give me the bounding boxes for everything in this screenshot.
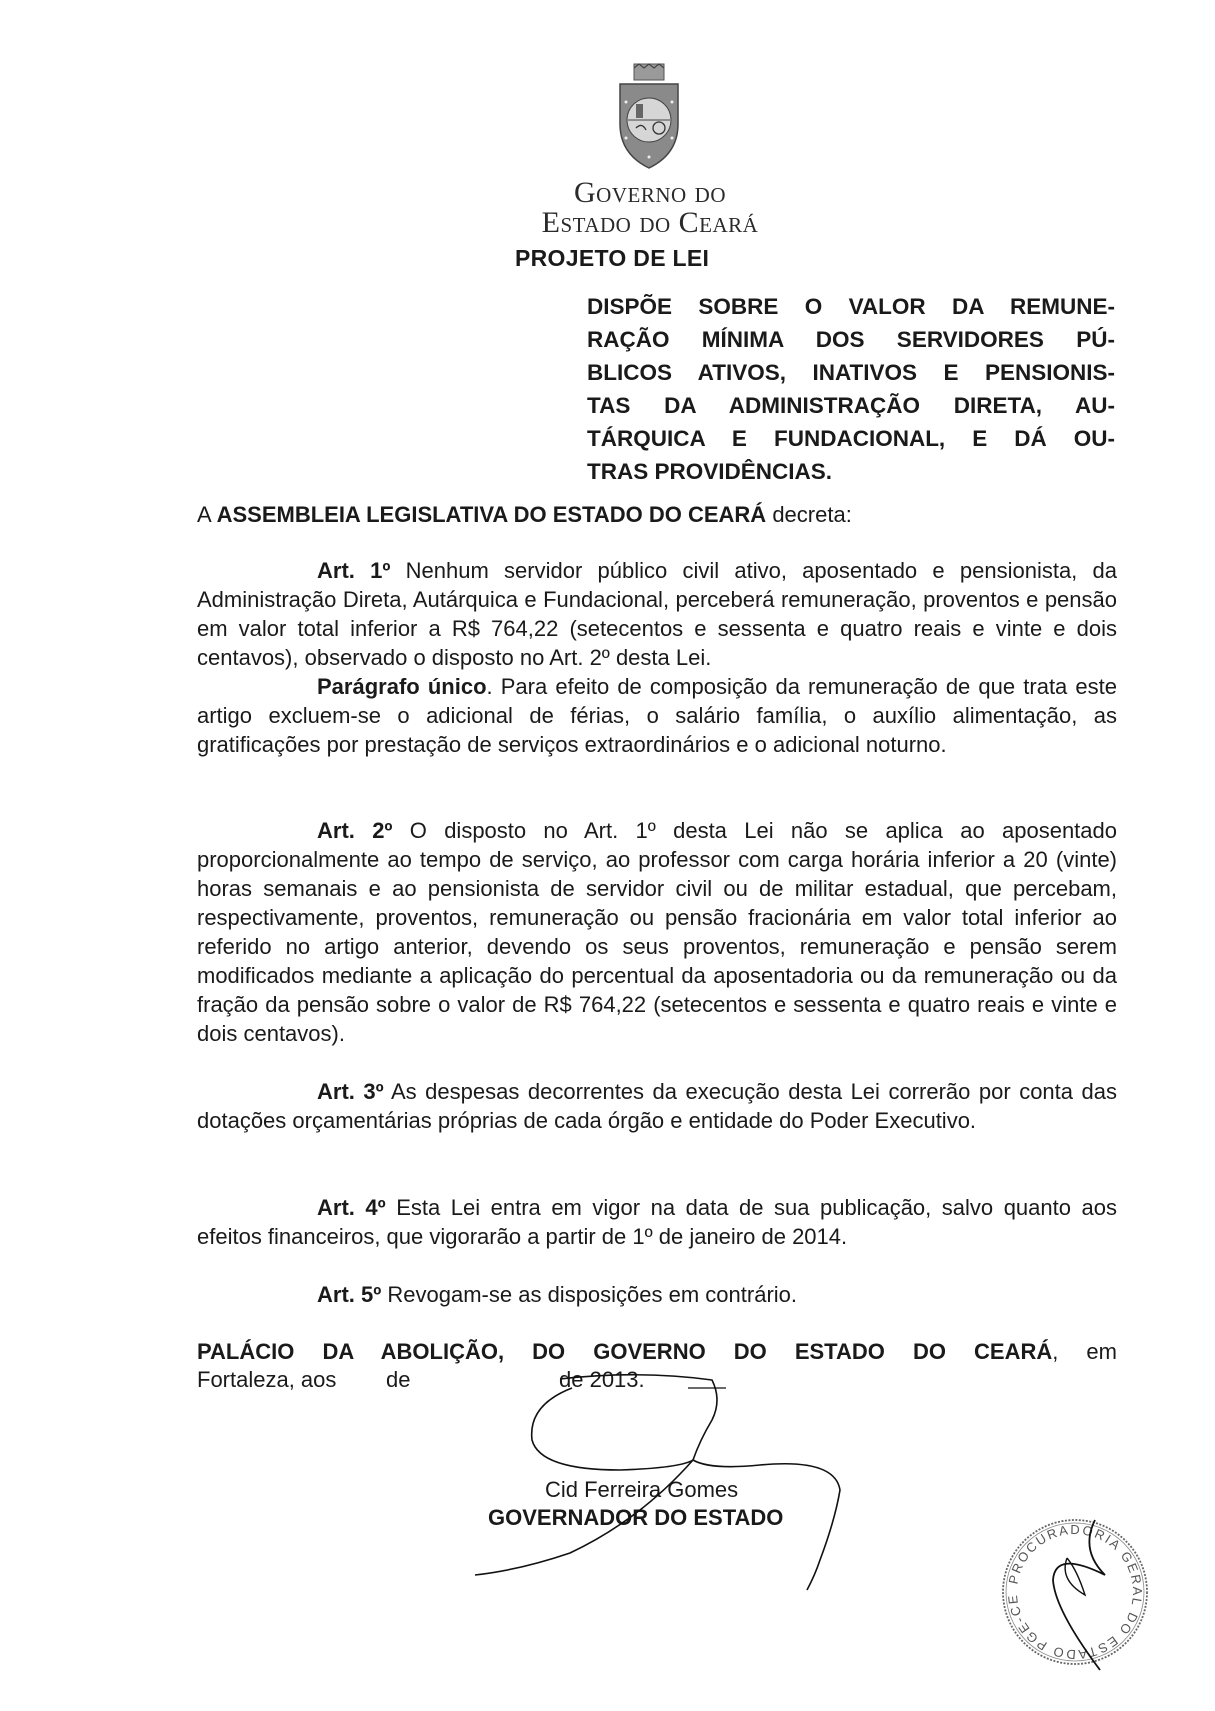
closing-palace: PALÁCIO DA ABOLIÇÃO, DO GOVERNO DO ESTADO DO CEARÁ [197,1339,1053,1364]
ementa-line: BLICOS ATIVOS, INATIVOS E PENSIONIS- [587,360,1115,385]
article-text: Nenhum servidor público civil ativo, aposentado e pensionista, da Administração Direta, Autárquica e Fundacional, perceberá remuneração, proventos e pensão em valor total inferior a R$ 764,22 (setecentos e sessenta e quatro reais e vinte e dois centavos), observado o disposto no Art. 2º desta Lei. [197,558,1117,670]
article-label: Art. 5º [317,1282,382,1307]
procuradoria-stamp-icon [985,1500,1165,1680]
government-name-line1: Governo do [574,176,726,209]
document-type: PROJETO DE LEI [515,245,710,271]
article-label: Art. 1º [317,558,391,583]
article-text: O disposto no Art. 1º desta Lei não se aplica ao aposentado proporcionalmente ao tempo de serviço, ao professor com carga horária inferior a 20 (vinte) horas semanais e ao pensionista de servidor civil ou de militar estadual, que percebam, respectivamente, proventos, remuneração ou pensão fracionária em valor total inferior ao referido no artigo anterior, devendo os seus proventos, remuneração e pensão serem modificados mediante a aplicação do percentual da aposentadoria ou da remuneração ou da fração da pensão sobre o valor de R$ 764,22 (setecentos e sessenta e quatro reais e vinte e dois centavos). [197,818,1117,1046]
article-text: Esta Lei entra em vigor na data de sua publicação, salvo quanto aos efeitos financeiros, que vigorarão a partir de 1º de janeiro de 2014. [197,1195,1117,1249]
ementa-line: TÁRQUICA E FUNDACIONAL, E DÁ OU- [587,426,1115,451]
preamble: A ASSEMBLEIA LEGISLATIVA DO ESTADO DO CEARÁ decreta: [197,502,852,527]
article-label: Art. 3º [317,1079,384,1104]
paragraph-text: . Para efeito de composição da remuneração de que trata este artigo excluem-se o adicional de férias, o salário família, o auxílio alimentação, as gratificações por prestação de serviços extraordinários e o adicional noturno. [197,674,1118,757]
ementa-line: TRAS PROVIDÊNCIAS. [587,459,833,484]
ementa-line: RAÇÃO MÍNIMA DOS SERVIDORES PÚ- [587,327,1115,352]
article-text: Revogam-se as disposições em contrário. [381,1282,798,1307]
closing-de-1: de [386,1367,411,1392]
ementa-line: TAS DA ADMINISTRAÇÃO DIRETA, AU- [587,393,1115,418]
closing-de-2: de 2013. [559,1367,645,1392]
government-name-line2: Estado do Ceará [541,206,759,239]
signatory-name: Cid Ferreira Gomes [545,1477,739,1502]
preamble-assembly: ASSEMBLEIA LEGISLATIVA DO ESTADO DO CEARÁ [216,502,767,527]
signatory-title: GOVERNADOR DO ESTADO [488,1505,784,1530]
closing-place: Fortaleza, aos [197,1367,337,1392]
article-label: Art. 4º [317,1195,386,1220]
stamp-text: PROCURADORIA GERAL DO ESTADO PGE-CE [1004,1521,1146,1663]
article-label: Art. 2º [317,818,393,843]
closing-line: PALÁCIO DA ABOLIÇÃO, DO GOVERNO DO ESTADO DO CEARÁ, em [197,1339,1117,1364]
ementa-line: DISPÕE SOBRE O VALOR DA REMUNE- [587,294,1115,319]
paragraph-label: Parágrafo único [317,674,487,699]
article-text: As despesas decorrentes da execução desta Lei correrão por conta das dotações orçamentárias próprias de cada órgão e entidade do Poder Executivo. [197,1079,1117,1133]
